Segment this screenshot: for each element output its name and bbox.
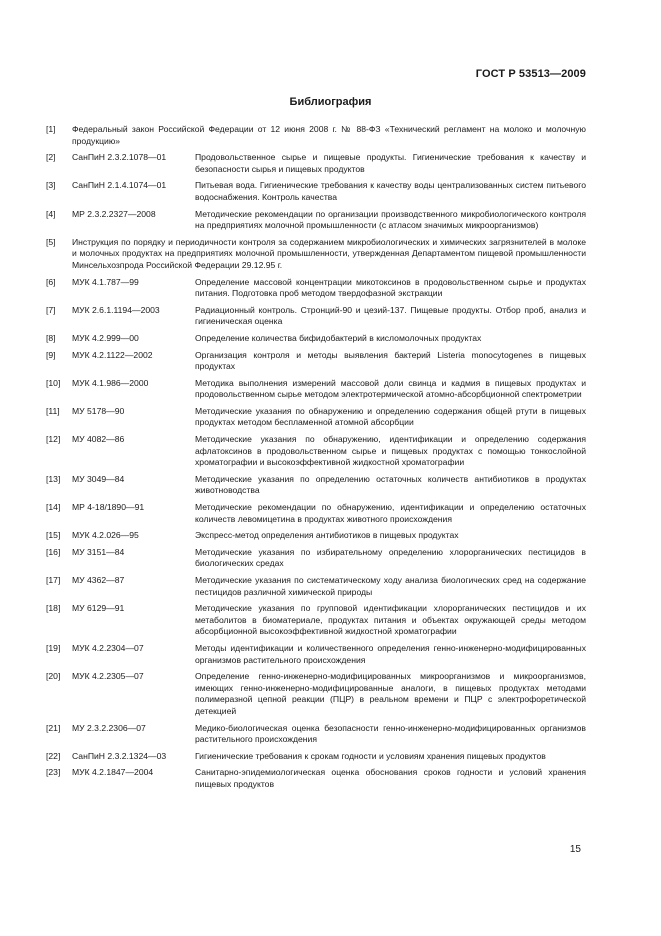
- reference-number: [14]: [46, 502, 61, 513]
- reference-text: Методика выполнения измерений массовой доли свинца и кадмия в пищевых продуктах и продовольственном сырье методом электротермической атомно-абсорбционной спектрометрии: [195, 377, 586, 400]
- reference-number: [4]: [46, 208, 56, 219]
- reference-text: Методы идентификации и количественного определения генно-инженерно-модифицированных организмов растительного происхождения: [195, 642, 586, 665]
- reference-item: [46, 180, 586, 203]
- reference-code: МУК 4.2.2305—07: [72, 671, 144, 682]
- reference-number: [11]: [46, 405, 60, 416]
- reference-number: [18]: [46, 603, 61, 614]
- reference-code: МУ 6129—91: [72, 603, 125, 614]
- reference-item: [46, 643, 586, 666]
- reference-number: [7]: [46, 304, 56, 315]
- reference-text: Определение генно-инженерно-модифицированных микроорганизмов и микроорганизмов, имеющих генно-инженерно-модифицированные аналоги, в пищевых продуктах методами полимеразной цепной реакции (ПЦР) в реальном времени и ПЦР с электрофоретической детекцией: [195, 671, 586, 716]
- reference-text: Санитарно-эпидемиологическая оценка обоснования сроков годности и условий хранения пищевых продуктов: [195, 767, 586, 789]
- reference-item: [46, 350, 586, 373]
- reference-item: [46, 547, 586, 570]
- reference-code: МУК 4.2.1847—2004: [72, 767, 154, 778]
- reference-code: МР 4-18/1890—91: [72, 502, 145, 513]
- reference-text: Методические указания по групповой идентификации хлорорганических пестицидов и их метаболитов в биоматериале, продуктах питания и объектах окружающей среды методом абсорбционной высокоэффективной жидкостной хроматографии: [195, 603, 586, 637]
- reference-number: [10]: [46, 377, 61, 388]
- page-number: 15: [569, 844, 581, 855]
- reference-code: СанПиН 2.3.2.1078—01: [72, 152, 167, 163]
- reference-item: [46, 124, 586, 147]
- reference-number: [17]: [46, 575, 61, 585]
- reference-text: Методические рекомендации по организации производственного микробиологического контроля на предприятиях молочной промышленности (с атласом значимых микроорганизмов): [195, 208, 586, 231]
- reference-item: [46, 378, 586, 401]
- reference-number: [20]: [46, 671, 61, 682]
- reference-code: МУ 4362—87: [72, 575, 125, 585]
- reference-text: Методические указания по определению остаточных количеств антибиотиков в продуктах животноводства: [195, 473, 586, 496]
- reference-code: МУ 5178—90: [72, 405, 125, 416]
- reference-number: [22]: [46, 750, 61, 761]
- reference-text: Методические указания по обнаружению и определению содержания общей ртути в пищевых продуктах методом беспламенной атомной абсорбции: [195, 405, 586, 428]
- reference-number: [19]: [46, 642, 61, 653]
- reference-item: [46, 333, 586, 345]
- reference-number: [1]: [46, 124, 56, 134]
- reference-code: МУК 4.2.2304—07: [72, 642, 144, 653]
- reference-text: Методические указания по избирательному определению хлорорганических пестицидов в биологических средах: [195, 546, 586, 569]
- reference-code: МУК 4.1.787—99: [72, 276, 139, 287]
- reference-item: [46, 575, 586, 598]
- reference-number: [12]: [46, 434, 61, 445]
- reference-code: МУ 3049—84: [72, 473, 125, 484]
- reference-text: Организация контроля и методы выявления бактерий Listeria monocytogenes в пищевых продуктах: [195, 349, 586, 372]
- reference-item: [46, 277, 586, 300]
- document-code: ГОСТ Р 53513—2009: [475, 68, 586, 80]
- reference-text: Федеральный закон Российской Федерации от 12 июня 2008 г. № 88-ФЗ «Технический регламент на молоко и молочную продукцию»: [72, 124, 586, 146]
- reference-number: [9]: [46, 349, 56, 360]
- reference-number: [23]: [46, 767, 61, 778]
- reference-item: [46, 209, 586, 232]
- reference-item: [46, 723, 586, 746]
- reference-code: МУ 2.3.2.2306—07: [72, 722, 146, 733]
- reference-item: [46, 305, 586, 328]
- reference-code: СанПиН 2.3.2.1324—03: [72, 750, 167, 761]
- reference-code: МУК 4.2.026—95: [72, 530, 139, 541]
- reference-text: Методические рекомендации по обнаружению, идентификации и определению остаточных количеств левомицетина в продуктах животного происхождения: [195, 502, 586, 524]
- reference-text: Определение массовой концентрации микотоксинов в продовольственном сырье и продуктах питания. Подготовка проб методом твердофазной экстракции: [195, 276, 586, 299]
- reference-item: [46, 530, 586, 542]
- reference-item: [46, 767, 586, 790]
- reference-code: МУ 4082—86: [72, 434, 125, 445]
- reference-text: Медико-биологическая оценка безопасности генно-инженерно-модифицированных организмов растительного происхождения: [195, 722, 586, 745]
- reference-code: МУК 4.2.1122—2002: [72, 349, 153, 360]
- reference-number: [2]: [46, 152, 56, 163]
- reference-item: [46, 502, 586, 525]
- reference-number: [6]: [46, 276, 56, 287]
- reference-number: [8]: [46, 332, 56, 343]
- reference-item: [46, 671, 586, 717]
- reference-number: [13]: [46, 473, 61, 484]
- reference-text: Методические указания по обнаружению, идентификации и определению содержания афлатоксинов в продовольственном сырье и пищевых продуктах с помощью тонкослойной хроматографии и высокоэффективной жидкостной хроматографии: [195, 434, 586, 468]
- reference-code: МУ 3151—84: [72, 546, 125, 557]
- reference-number: [5]: [46, 236, 56, 247]
- reference-text: Методические указания по систематическому ходу анализа биологических сред на содержание пестицидов различной химической природы: [195, 575, 586, 597]
- reference-number: [15]: [46, 530, 61, 541]
- reference-text: Питьевая вода. Гигиенические требования к качеству воды централизованных систем питьевого водоснабжения. Контроль качества: [195, 180, 586, 202]
- reference-code: МУК 2.6.1.1194—2003: [72, 304, 160, 315]
- reference-item: [46, 152, 586, 175]
- reference-text: Гигиенические требования к срокам годности и условиям хранения пищевых продуктов: [195, 750, 546, 761]
- reference-text: Определение количества бифидобактерий в кисломолочных продуктах: [195, 332, 482, 343]
- reference-text: Продовольственное сырье и пищевые продукты. Гигиенические требования к качеству и безопасности сырья и пищевых продуктов: [195, 152, 586, 174]
- reference-number: [3]: [46, 180, 56, 191]
- reference-item: [46, 434, 586, 469]
- reference-text: Экспресс-метод определения антибиотиков в пищевых продуктах: [195, 530, 459, 541]
- reference-code: МУК 4.2.999—00: [72, 332, 139, 343]
- reference-item: [46, 603, 586, 638]
- reference-code: МУК 4.1.986—2000: [72, 377, 149, 388]
- reference-item: [46, 751, 586, 763]
- reference-code: МР 2.3.2.2327—2008: [72, 208, 156, 219]
- page-title: Библиография: [289, 96, 372, 108]
- reference-item: [46, 237, 586, 272]
- reference-text: Радиационный контроль. Стронций-90 и цезий-137. Пищевые продукты. Отбор проб, анализ и гигиеническая оценка: [195, 304, 586, 327]
- reference-text: Инструкция по порядку и периодичности контроля за содержанием микробиологических и химических загрязнителей в молоке и молочных продуктах на предприятиях молочной промышленности, утвержденная Департаментом пищевой промышленности Минсельхозпрода Российской Федерации 29.12.95 г.: [72, 236, 586, 270]
- reference-code: СанПиН 2.1.4.1074—01: [72, 180, 167, 191]
- reference-number: [16]: [46, 546, 61, 557]
- reference-item: [46, 474, 586, 497]
- reference-number: [21]: [46, 722, 61, 733]
- bibliography-list: [46, 124, 586, 796]
- reference-item: [46, 406, 586, 429]
